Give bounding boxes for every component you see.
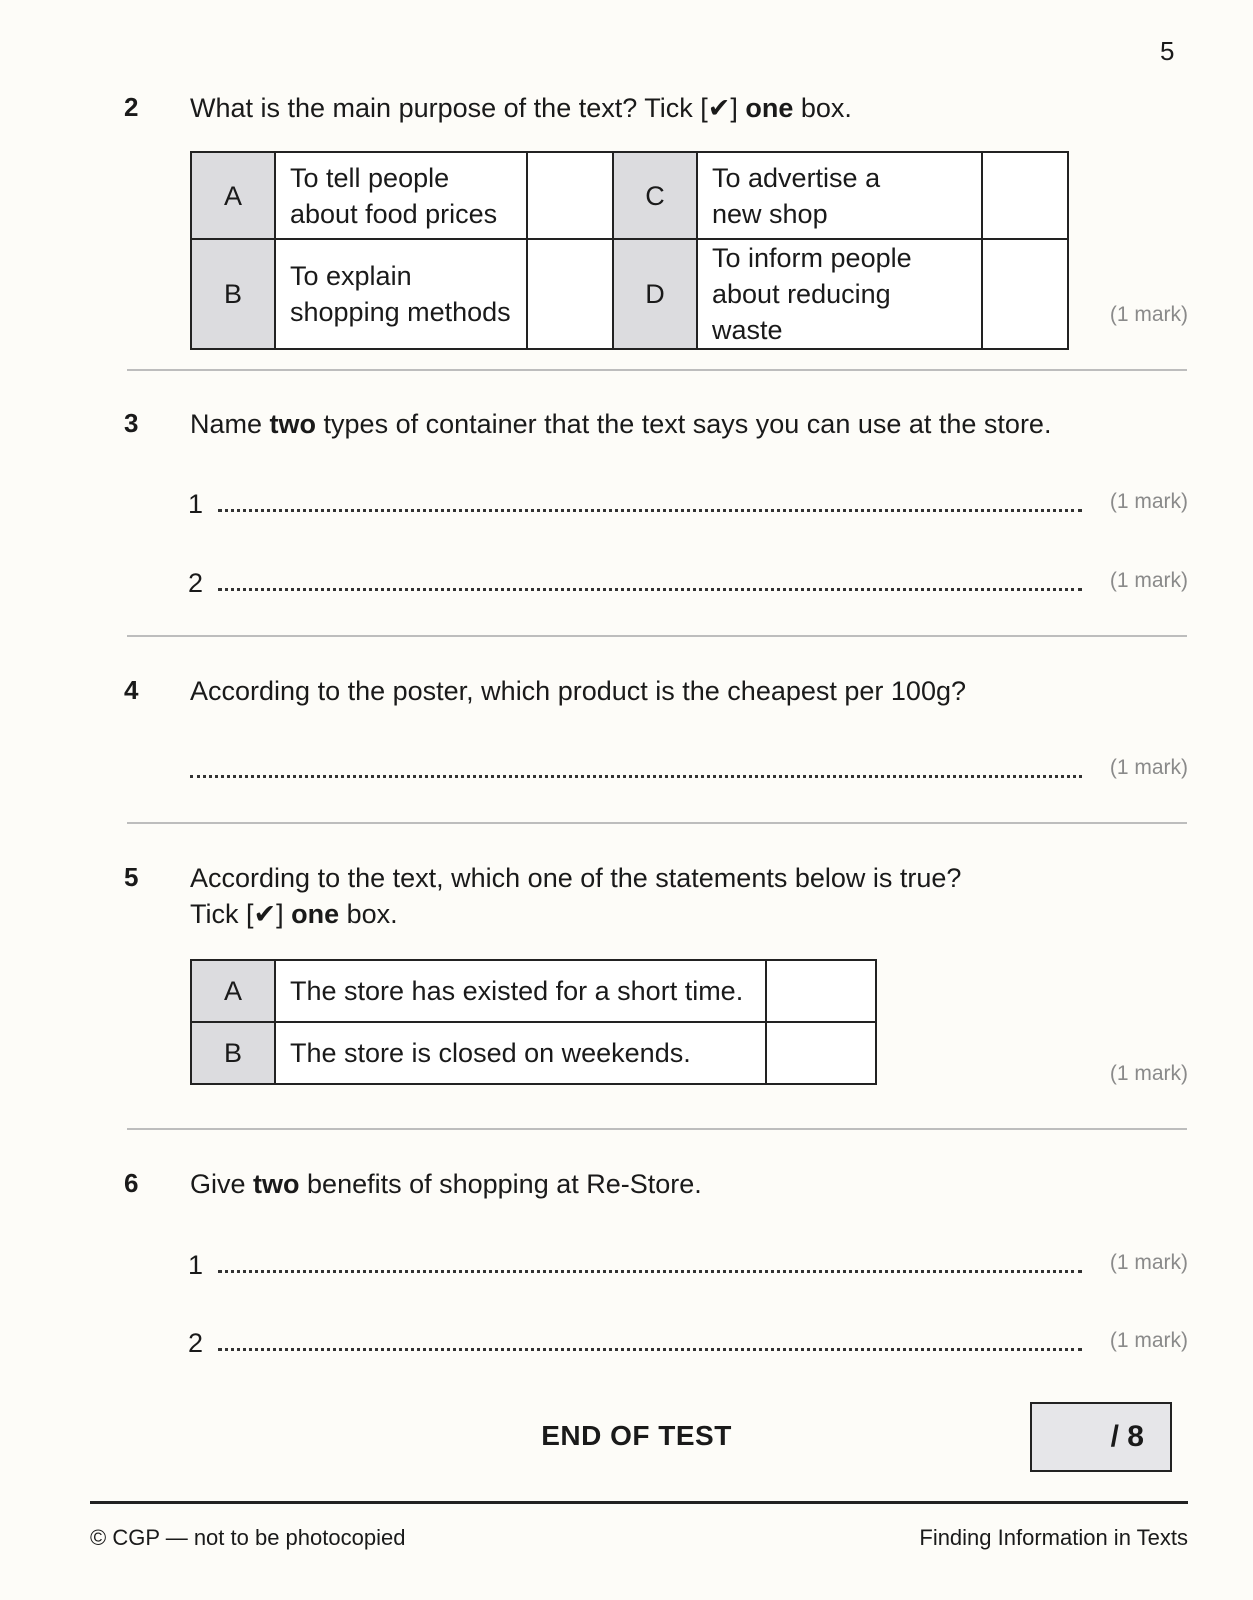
copyright-notice: © CGP — not to be photocopied <box>90 1525 406 1550</box>
section-divider <box>127 1128 1187 1130</box>
question-6-number: 6 <box>124 1168 139 1198</box>
option-a-letter: A <box>191 152 275 239</box>
answer-line-1-number: 1 <box>188 489 204 519</box>
question-2-number: 2 <box>124 92 139 122</box>
question-6-mark-2: (1 mark) <box>1109 1329 1188 1352</box>
question-5-prompt: According to the text, which one of the statements below is true? Tick [✔] one box. <box>190 863 962 929</box>
option-d-text: To inform people about reducing waste <box>697 239 982 349</box>
option-c-text: To advertise a new shop <box>697 152 982 239</box>
option-a-text: The store has existed for a short time. <box>275 960 766 1022</box>
question-2-options-table <box>190 151 1069 350</box>
option-c-letter: C <box>613 152 697 239</box>
option-b-letter: B <box>191 1022 275 1084</box>
question-6-answer-line-2[interactable] <box>218 1348 1082 1351</box>
option-b-tick-box[interactable] <box>766 1022 876 1084</box>
question-3-prompt: Name two types of container that the text says you can use at the store. <box>190 409 1052 439</box>
section-divider <box>127 635 1187 637</box>
score-total: / 8 <box>1110 1420 1144 1453</box>
question-4-mark: (1 mark) <box>1109 756 1188 779</box>
option-b-tick-box[interactable] <box>527 239 613 349</box>
question-3-answer-line-1[interactable] <box>218 509 1082 512</box>
option-d-letter: D <box>613 239 697 349</box>
question-5-number: 5 <box>124 862 139 892</box>
answer-line-2-number: 2 <box>188 568 204 598</box>
end-of-test-title: END OF TEST <box>541 1420 732 1451</box>
option-a-tick-box[interactable] <box>527 152 613 239</box>
question-6-mark-1: (1 mark) <box>1109 1251 1188 1274</box>
option-b-text: The store is closed on weekends. <box>275 1022 766 1084</box>
section-divider <box>127 822 1187 824</box>
question-4-number: 4 <box>124 675 139 705</box>
option-b-letter: B <box>191 239 275 349</box>
question-2-mark: (1 mark) <box>1109 303 1188 326</box>
answer-line-2-number: 2 <box>188 1328 204 1358</box>
question-3-answer-line-2[interactable] <box>218 588 1082 591</box>
question-3-number: 3 <box>124 408 139 438</box>
option-c-tick-box[interactable] <box>982 152 1068 239</box>
question-3-mark-1: (1 mark) <box>1109 490 1188 513</box>
footer-divider <box>90 1501 1188 1504</box>
section-title: Finding Information in Texts <box>919 1525 1188 1550</box>
question-6-answer-line-1[interactable] <box>218 1270 1082 1273</box>
question-4-prompt: According to the poster, which product is the cheapest per 100g? <box>190 676 966 706</box>
answer-line-1-number: 1 <box>188 1250 204 1280</box>
question-4-answer-line[interactable] <box>190 775 1082 778</box>
option-a-tick-box[interactable] <box>766 960 876 1022</box>
question-2-prompt: What is the main purpose of the text? Tick [✔] one box. <box>190 93 852 123</box>
option-b-text: To explain shopping methods <box>275 239 527 349</box>
page-number: 5 <box>1160 36 1175 66</box>
question-3-mark-2: (1 mark) <box>1109 569 1188 592</box>
question-5-options-table <box>190 959 877 1085</box>
section-divider <box>127 369 1187 371</box>
option-d-tick-box[interactable] <box>982 239 1068 349</box>
question-6-prompt: Give two benefits of shopping at Re-Store. <box>190 1169 702 1199</box>
option-a-letter: A <box>191 960 275 1022</box>
score-box[interactable] <box>1030 1402 1172 1472</box>
option-a-text: To tell people about food prices <box>275 152 527 239</box>
question-5-mark: (1 mark) <box>1109 1062 1188 1085</box>
